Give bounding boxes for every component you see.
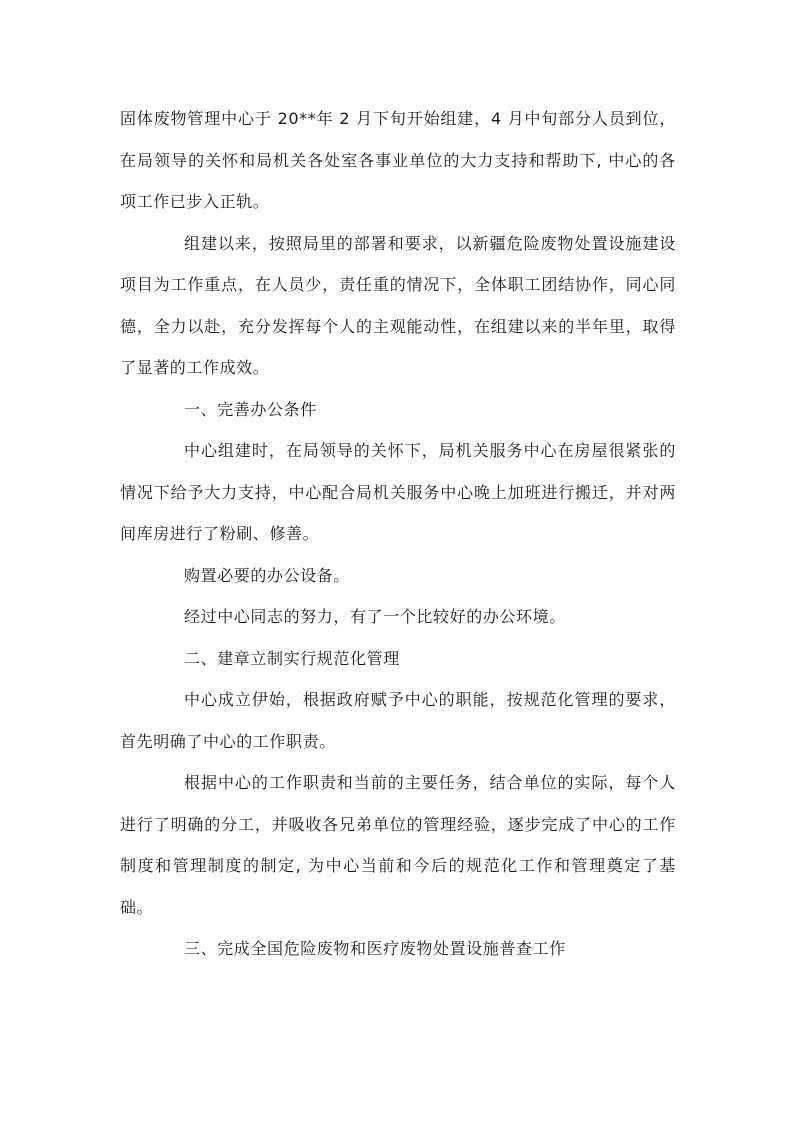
section-heading-2: 二、建章立制实行规范化管理 (184, 648, 400, 668)
paragraph-office-equipment: 购置必要的办公设备。 (184, 565, 351, 585)
paragraph-division-of-work: 根据中心的工作职责和当前的主要任务，结合单位的实际，每个人进行了明确的分工，并吸收各兄弟单位的管理经验，逐步完成了中心的工作制度和管理制度的制定, 为中心当前和今后的规范化工作和管理奠定了基础。 (120, 773, 676, 917)
paragraph-intro: 固体废物管理中心于 20**年 2 月下旬开始组建，4 月中旬部分人员到位，在局领导的关怀和局机关各处室各事业单位的大力支持和帮助下, 中心的各项工作已步入正轨。 (120, 109, 676, 211)
section-heading-3: 三、完成全国危险废物和医疗废物处置设施普查工作 (184, 939, 566, 958)
section-heading-1: 一、完善办公条件 (184, 399, 317, 419)
paragraph-duties: 中心成立伊始，根据政府赋予中心的职能，按规范化管理的要求，首先明确了中心的工作职责。 (120, 690, 676, 751)
document-body (120, 98, 676, 970)
paragraph-office-relocation: 中心组建时，在局领导的关怀下，局机关服务中心在房屋很紧张的情况下给予大力支持，中心配合局机关服务中心晚上加班进行搬迁，并对两间库房进行了粉刷、修善。 (120, 441, 676, 543)
paragraph-overview: 组建以来，按照局里的部署和要求，以新疆危险废物处置设施建设项目为工作重点，在人员少，责任重的情况下，全体职工团结协作，同心同德，全力以赴，充分发挥每个人的主观能动性，在组建以来的半年里，取得了显著的工作成效。 (120, 233, 676, 377)
paragraph-office-environment: 经过中心同志的努力，有了一个比较好的办公环境。 (184, 607, 566, 626)
